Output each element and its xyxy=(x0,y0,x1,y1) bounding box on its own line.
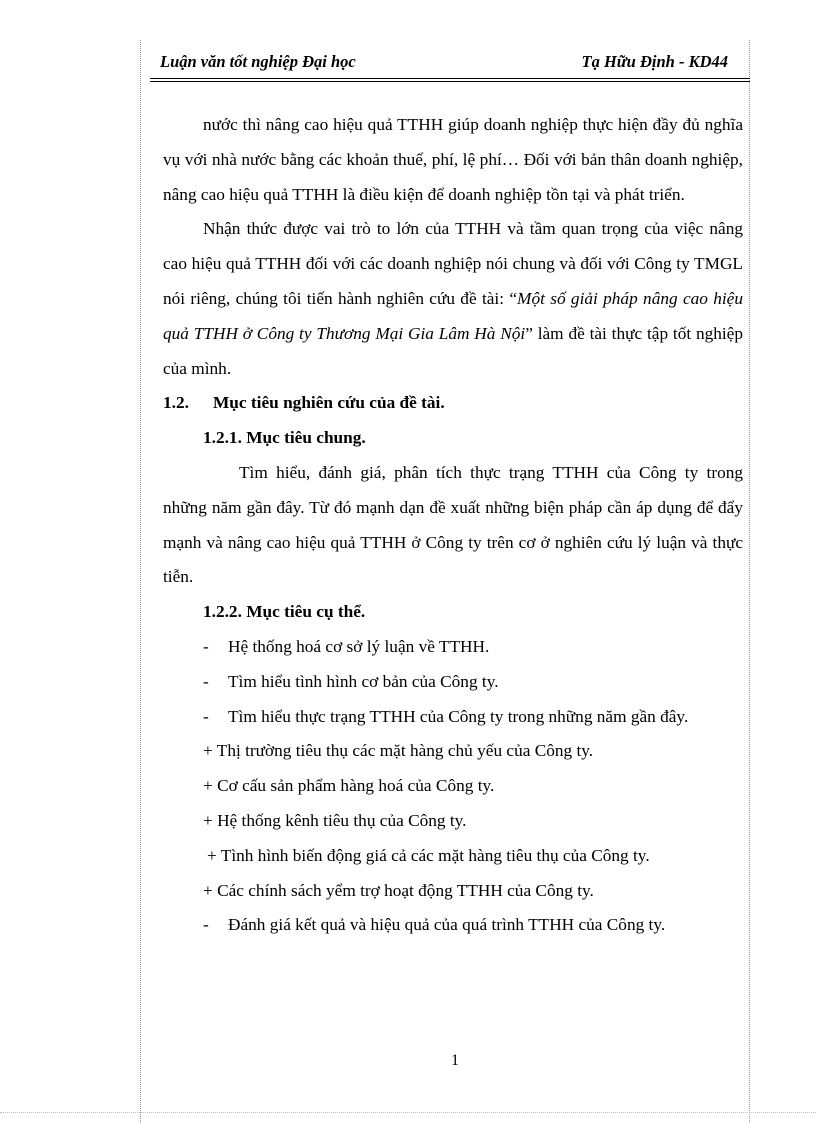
sub-list-item-text: Cơ cấu sản phẩm hàng hoá của Công ty. xyxy=(217,776,495,796)
list-item xyxy=(163,630,743,665)
subsection-heading-1: 1.2.1. Mục tiêu chung. xyxy=(203,428,366,448)
sub-list-item-text: Các chính sách yểm trợ hoạt động TTHH của Công ty. xyxy=(217,880,594,900)
sub-list-item xyxy=(163,839,743,874)
page-number: 1 xyxy=(451,1052,459,1069)
plus-marker: + xyxy=(203,776,213,796)
sub-list-item-text: Thị trường tiêu thụ các mặt hàng chủ yếu của Công ty. xyxy=(216,741,594,761)
plus-marker: + xyxy=(203,741,213,761)
subsection-heading-2: 1.2.2. Mục tiêu cụ thể. xyxy=(203,602,366,622)
sub-list-item-text: Hệ thống kênh tiêu thụ của Công ty. xyxy=(217,810,467,830)
plus-marker: + xyxy=(203,810,213,830)
list-item-text: Tìm hiểu thực trạng TTHH của Công ty trong những năm gần đây. xyxy=(228,706,689,726)
sub-list-item xyxy=(163,769,743,804)
sub-list-item-text: Tình hình biến động giá cả các mặt hàng tiêu thụ của Công ty. xyxy=(220,845,650,865)
list-item xyxy=(163,908,743,943)
sub-list-item xyxy=(163,874,743,909)
paragraph-2-start: Nhận thức được vai trò to lớn của TTHH và tầm quan trọng của việc nâng cao hiệu quả TTHH đối với các doanh nghiệp nói chung và đối với Công ty TMGL nói riêng, chúng tôi tiến hành nghiên cứu đề tài: “ xyxy=(163,219,743,308)
list-item xyxy=(163,665,743,700)
page-header xyxy=(150,38,750,82)
sub-list-item xyxy=(163,804,743,839)
dash-marker: - xyxy=(203,671,209,691)
thesis-topic-title: Một số giải pháp nâng cao hiệu quả TTHH ở Công ty Thương Mại Gia Lâm Hà Nội xyxy=(163,288,743,343)
header-thesis-title: Luận văn tốt nghiệp Đại học xyxy=(160,52,356,71)
header-author: Tạ Hữu Định - KD44 xyxy=(581,52,728,71)
page-bottom-divider xyxy=(0,1112,816,1113)
sub-list-item xyxy=(163,734,743,769)
paragraph-2 xyxy=(163,212,743,386)
section-heading xyxy=(163,386,743,421)
paragraph-3: Tìm hiểu, đánh giá, phân tích thực trạng TTHH của Công ty trong những năm gần đây. Từ đó mạnh dạn đề xuất những biện pháp cần áp dụng để đẩy mạnh và nâng cao hiệu quả TTHH ở Công ty trên cơ ở nghiên cứu lý luận và thực tiễn. xyxy=(163,462,743,587)
plus-marker: + xyxy=(203,880,213,900)
dash-marker: - xyxy=(203,915,209,935)
paragraph-2-end: ” làm đề tài thực tập tốt nghiệp của mình. xyxy=(163,323,743,378)
document-body xyxy=(163,108,743,943)
list-item-text: Hệ thống hoá cơ sở lý luận về TTHH. xyxy=(228,636,490,656)
dash-marker: - xyxy=(203,636,209,656)
dash-marker: - xyxy=(203,706,209,726)
section-title: Mục tiêu nghiên cứu của đề tài. xyxy=(213,393,445,413)
plus-marker: + xyxy=(207,845,217,865)
paragraph-1: nước thì nâng cao hiệu quả TTHH giúp doanh nghiệp thực hiện đầy đủ nghĩa vụ với nhà nước bằng các khoản thuế, phí, lệ phí… Đối với bản thân doanh nghiệp, nâng cao hiệu quả TTHH là điều kiện để doanh nghiệp tồn tại và phát triển. xyxy=(163,115,743,204)
list-item-text: Đánh giá kết quả và hiệu quả của quá trình TTHH của Công ty. xyxy=(228,915,666,935)
list-item xyxy=(163,700,743,735)
section-number: 1.2. xyxy=(163,393,189,413)
list-item-text: Tìm hiểu tình hình cơ bản của Công ty. xyxy=(228,671,499,691)
